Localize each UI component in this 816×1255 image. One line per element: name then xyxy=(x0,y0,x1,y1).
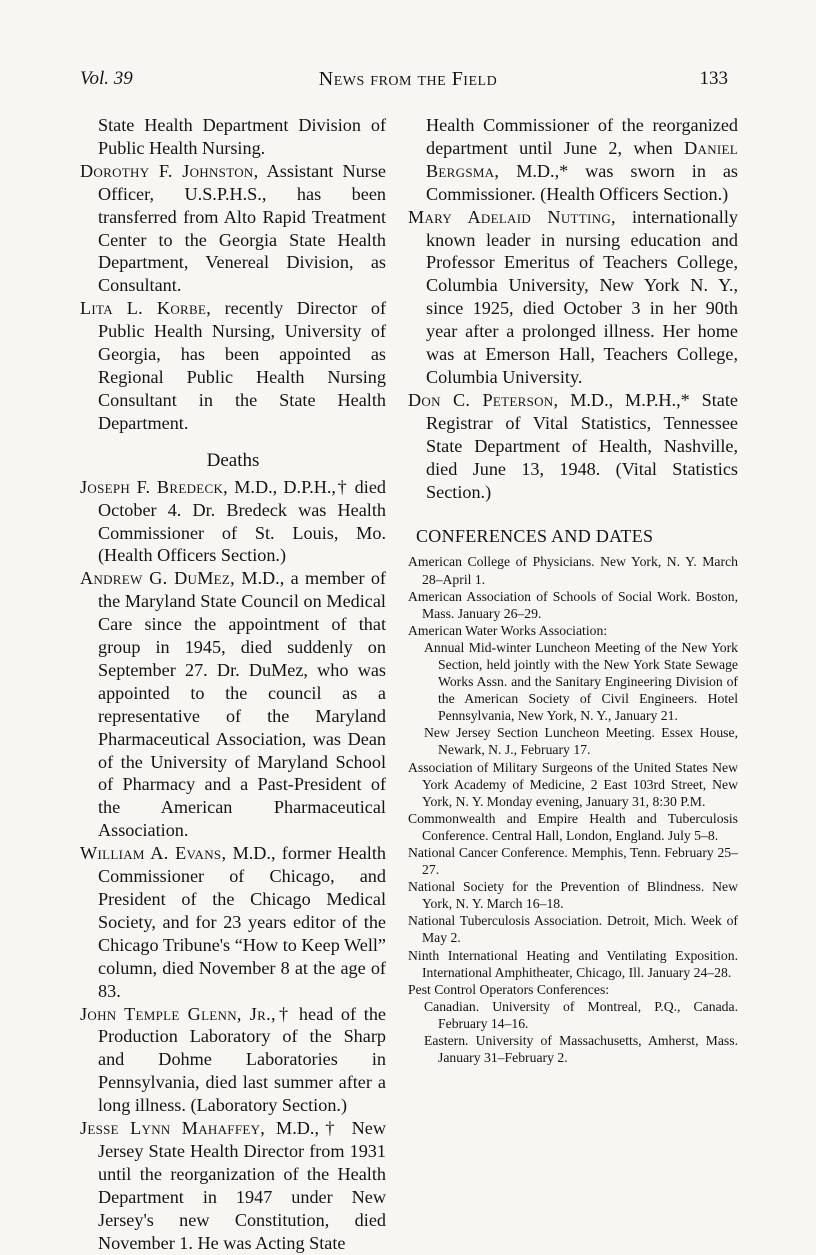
left-column xyxy=(80,114,386,1255)
person-name: Andrew G. DuMez, xyxy=(80,568,236,589)
conference-entry: Association of Military Surgeons of the United States New York Academy of Medicine, 2 East 103rd Street, New York, N. Y. Monday evening, January 31, 8:30 P.M. xyxy=(408,759,738,809)
entry-text: Assistant Nurse Officer, U.S.P.H.S., has been transferred from Alto Rapid Treatment Center to the Georgia State Health Department, Venereal Division, as Consultant. xyxy=(98,160,386,296)
entry-text: M.D., M.P.H.,* State Registrar of Vital Statistics, Tennessee State Department of Health, Nashville, died June 13, 1948. (Vital Statistics Section.) xyxy=(426,389,738,502)
continued-paragraph xyxy=(408,114,738,206)
volume-label: Vol. 39 xyxy=(80,68,133,89)
deaths-heading: Deaths xyxy=(206,449,260,471)
conference-entry: American Water Works Association: xyxy=(408,622,608,638)
entry-text: Health Commissioner of the reorganized department until June 2, when xyxy=(426,115,738,158)
entry-text: M.D.,* was sworn in as Commissioner. (Health Officers Section.) xyxy=(426,160,738,204)
conference-entry: Commonwealth and Empire Health and Tuberculosis Conference. Central Hall, London, England. July 5–8. xyxy=(408,810,738,843)
entry-text: M.D., former Health Commissioner of Chicago, and President of the Chicago Medical Society, and for 23 years editor of the Chicago Tribune's “How to Keep Well” column, died November 8 at the age of 83. xyxy=(98,843,386,1001)
death-entry xyxy=(408,206,738,389)
death-entry xyxy=(80,567,386,842)
person-name: William A. Evans, xyxy=(80,843,227,864)
death-entry xyxy=(408,389,738,504)
personnel-entry xyxy=(80,160,386,297)
person-name: John Temple Glenn, Jr., xyxy=(80,1003,276,1024)
conference-entry: Ninth International Heating and Ventilating Exposition. International Amphitheater, Chicago, Ill. January 24–28. xyxy=(408,947,738,980)
conference-entry: National Tuberculosis Association. Detroit, Mich. Week of May 2. xyxy=(408,913,738,946)
conference-subentry: New Jersey Section Luncheon Meeting. Essex House, Newark, N. J., February 17. xyxy=(424,725,738,758)
page-header xyxy=(80,64,736,98)
entry-text: † head of the Production Laboratory of the Sharp and Dohme Laboratories in Pennsylvania, died last summer after a long illness. (Laboratory Section.) xyxy=(98,1003,387,1116)
page-number: 133 xyxy=(699,68,728,89)
entry-text: M.D., D.P.H.,† died October 4. Dr. Bredeck was Health Commissioner of St. Louis, Mo. (Health Officers Section.) xyxy=(98,476,386,566)
entry-text: M.D.,† New Jersey State Health Director from 1931 until the reorganization of the Health Department in 1947 under New Jersey's new Constitution, died November 1. He was Acting State xyxy=(98,1118,386,1253)
entry-text: recently Director of Public Health Nursing, University of Georgia, has been appointed as Regional Public Health Nursing Consultant in the State Health Department. xyxy=(98,298,387,433)
death-entry xyxy=(80,842,386,1002)
entry-text: internationally known leader in nursing education and Professor Emeritus of Teachers College, Columbia University, New York N. Y., since 1925, died October 3 in her 90th year after a prolonged illness. Her home was at Emerson Hall, Teachers College, Columbia University. xyxy=(426,206,739,387)
conferences-heading: CONFERENCES AND DATES xyxy=(416,526,654,547)
person-name: Lita L. Korbe, xyxy=(80,298,212,319)
conference-subentry: Canadian. University of Montreal, P.Q., Canada. February 14–16. xyxy=(424,998,738,1031)
running-title: News from the Field xyxy=(318,68,498,90)
conference-entry: National Cancer Conference. Memphis, Tenn. February 25–27. xyxy=(408,845,738,878)
person-name: Don C. Peterson, xyxy=(408,389,559,410)
conference-subentry: Annual Mid-winter Luncheon Meeting of the New York Section, held jointly with the New York State Sewage Works Assn. and the Sanitary Engineering Division of the American Society of Civil Engineers. Hotel Pennsylvania, New York, N. Y., January 21. xyxy=(424,639,738,724)
person-name: Jesse Lynn Mahaffey, xyxy=(80,1118,266,1139)
death-entry xyxy=(80,476,386,568)
conference-entry: American College of Physicians. New York, N. Y. March 28–April 1. xyxy=(408,554,738,587)
continued-paragraph: State Health Department Division of Public Health Nursing. xyxy=(98,115,386,158)
conference-entry: Pest Control Operators Conferences: xyxy=(408,981,610,997)
personnel-entry xyxy=(80,297,386,434)
death-entry xyxy=(80,1003,386,1118)
person-name: Mary Adelaid Nutting, xyxy=(408,206,616,227)
conference-entry: National Society for the Prevention of Blindness. New York, N. Y. March 16–18. xyxy=(408,879,738,912)
person-name: Daniel Bergsma, xyxy=(426,137,738,181)
entry-text: M.D., a member of the Maryland State Council on Medical Care since the appointment of that group in 1945, died suddenly on September 27. Dr. DuMez, who was appointed to the council as a representative of the Maryland Pharmaceutical Association, was Dean of the University of Maryland School of Pharmacy and a Past-President of the American Pharmaceutical Association. xyxy=(98,568,386,841)
person-name: Joseph F. Bredeck, xyxy=(80,476,229,497)
conference-entry: American Association of Schools of Social Work. Boston, Mass. January 26–29. xyxy=(408,588,738,621)
death-entry xyxy=(80,1117,386,1254)
right-column xyxy=(408,114,738,1066)
person-name: Dorothy F. Johnston, xyxy=(80,160,259,181)
conference-subentry: Eastern. University of Massachusetts, Amherst, Mass. January 31–February 2. xyxy=(424,1033,738,1066)
